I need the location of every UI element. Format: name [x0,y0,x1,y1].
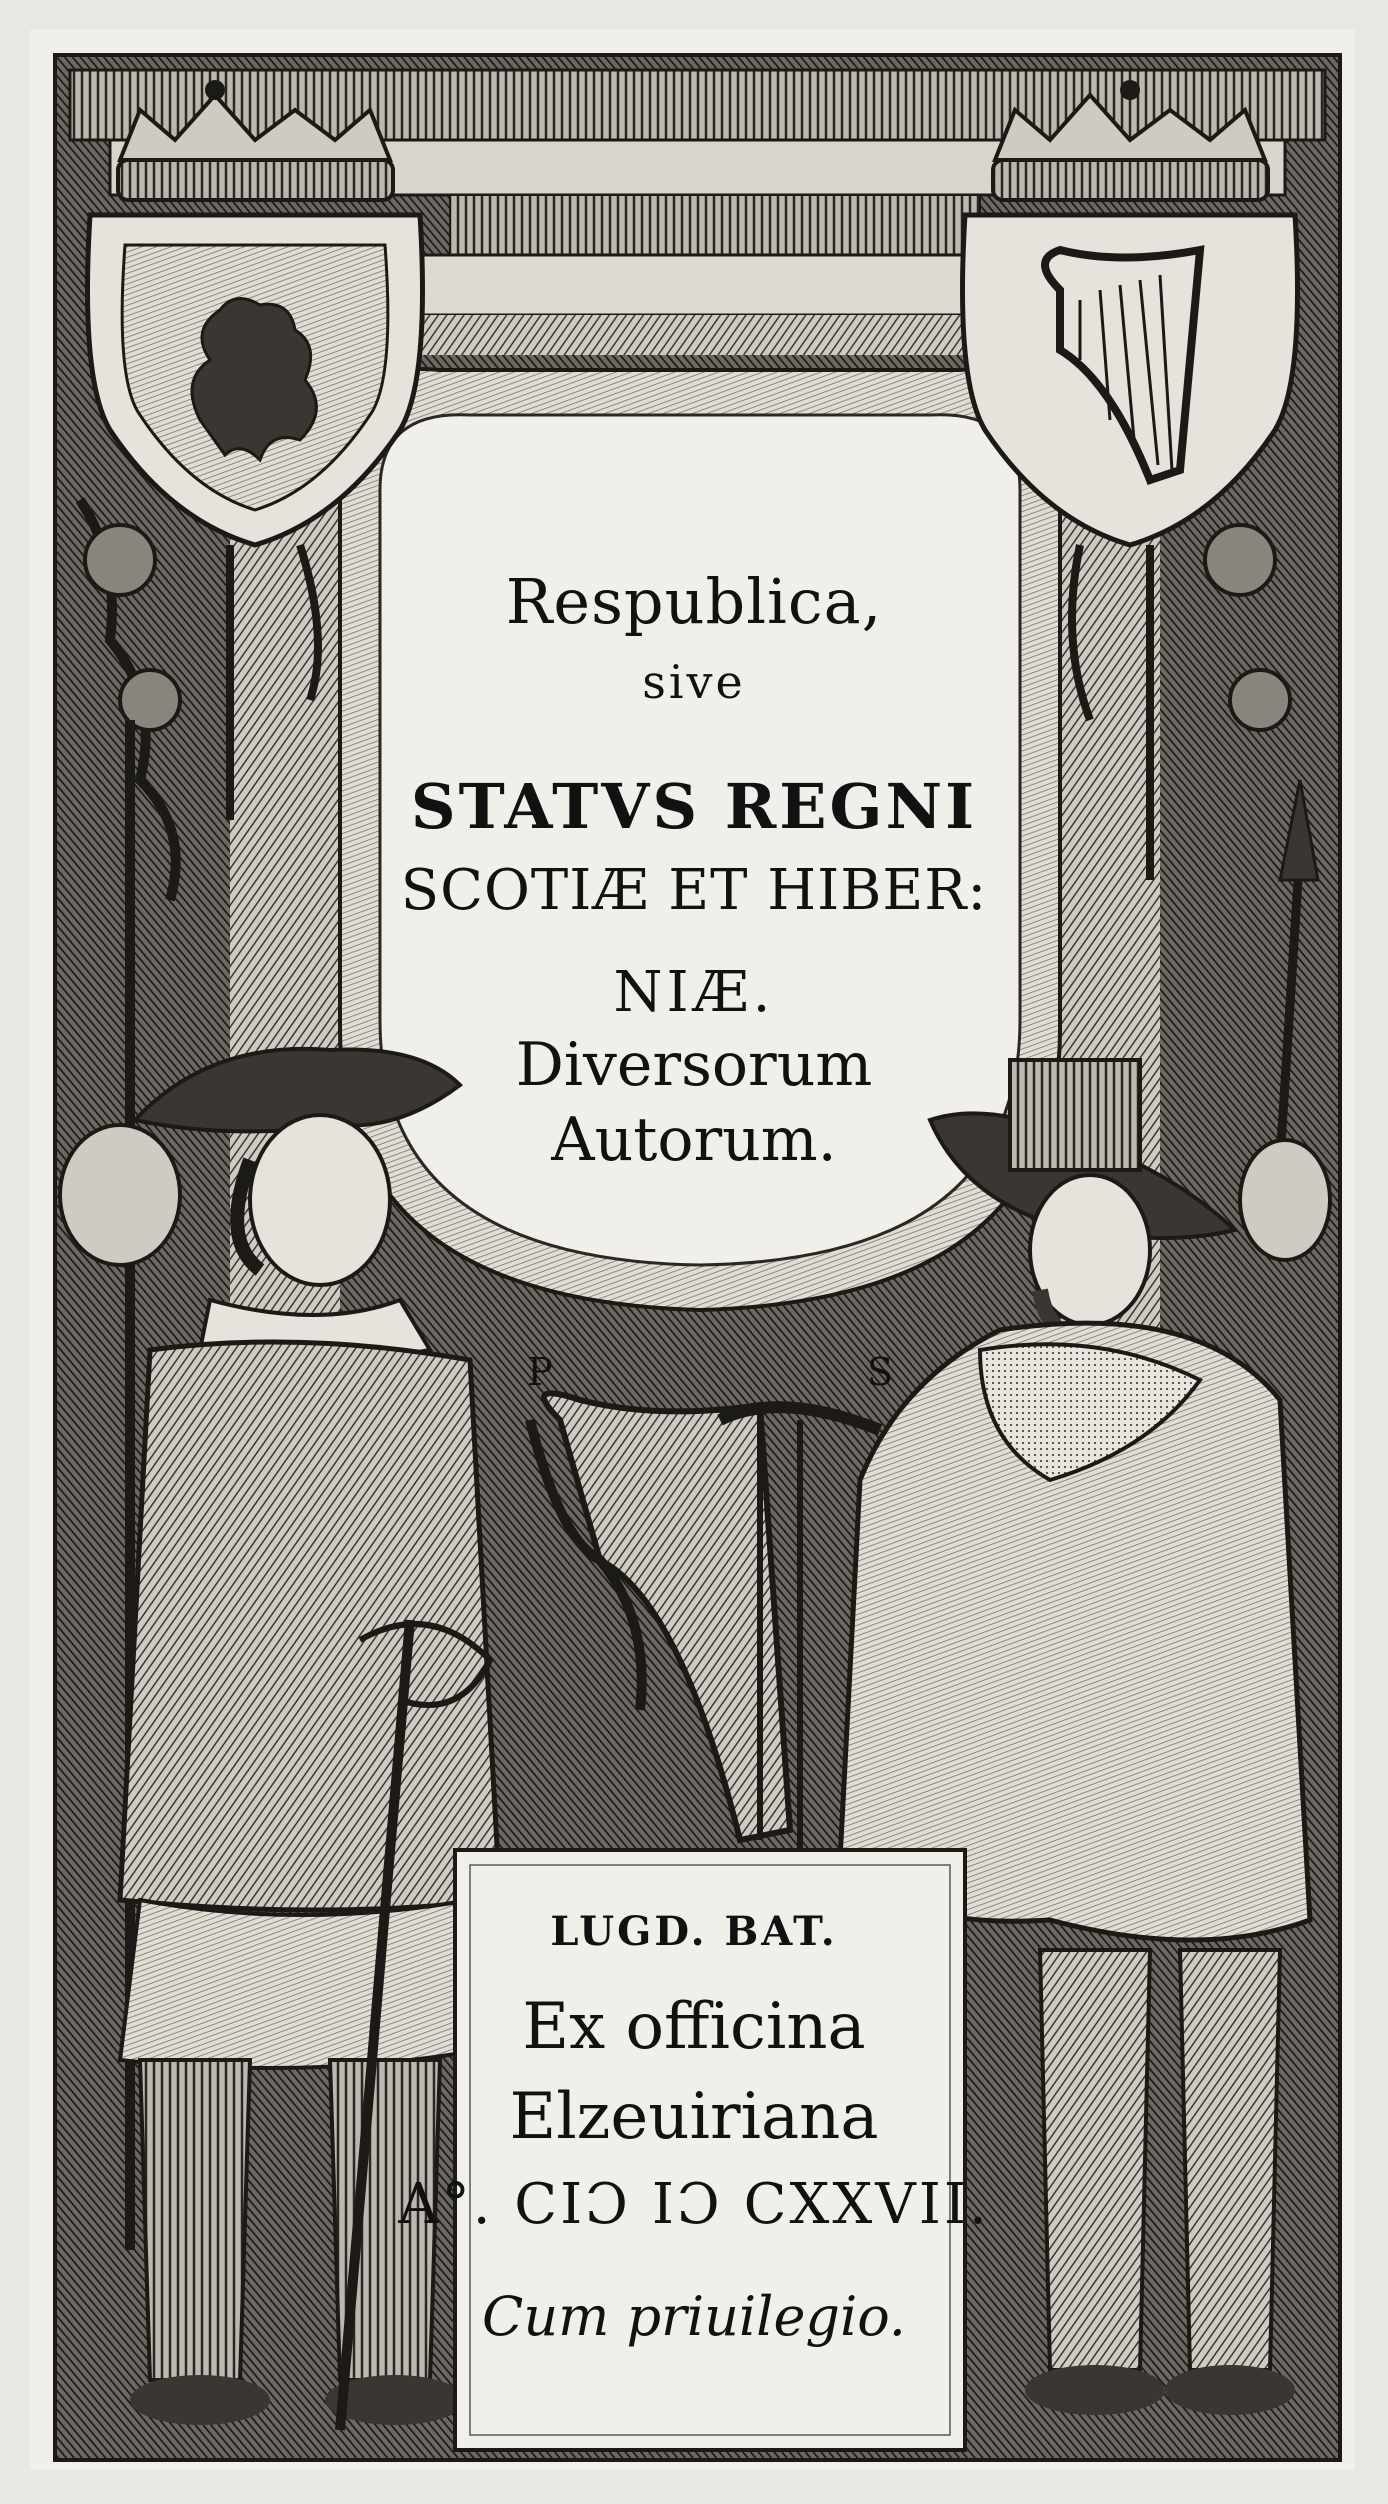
imprint-year: A°. CIƆ IƆ CXXVII. [398,2172,990,2237]
title-autorum: Autorum. [551,1105,837,1175]
imprint-place: LUGD. BAT. [550,1908,838,1955]
imprint-privilege: Cum priuilegio. [482,2285,906,2348]
title-sive: sive [642,655,746,709]
title-niae: NIÆ. [613,960,775,1025]
title-scotiae-et-hiber: SCOTIÆ ET HIBER: [400,858,988,923]
monogram-p: P [527,1350,553,1394]
title-diversorum: Diversorum [515,1030,873,1100]
title-status-regni: STATVS REGNI [410,770,978,843]
monogram-s: S [866,1350,894,1394]
title-respublica: Respublica, [505,565,883,638]
imprint-ex-officina: Ex officina [522,1990,866,2064]
imprint-elzeviriana: Elzeuiriana [509,2080,879,2154]
